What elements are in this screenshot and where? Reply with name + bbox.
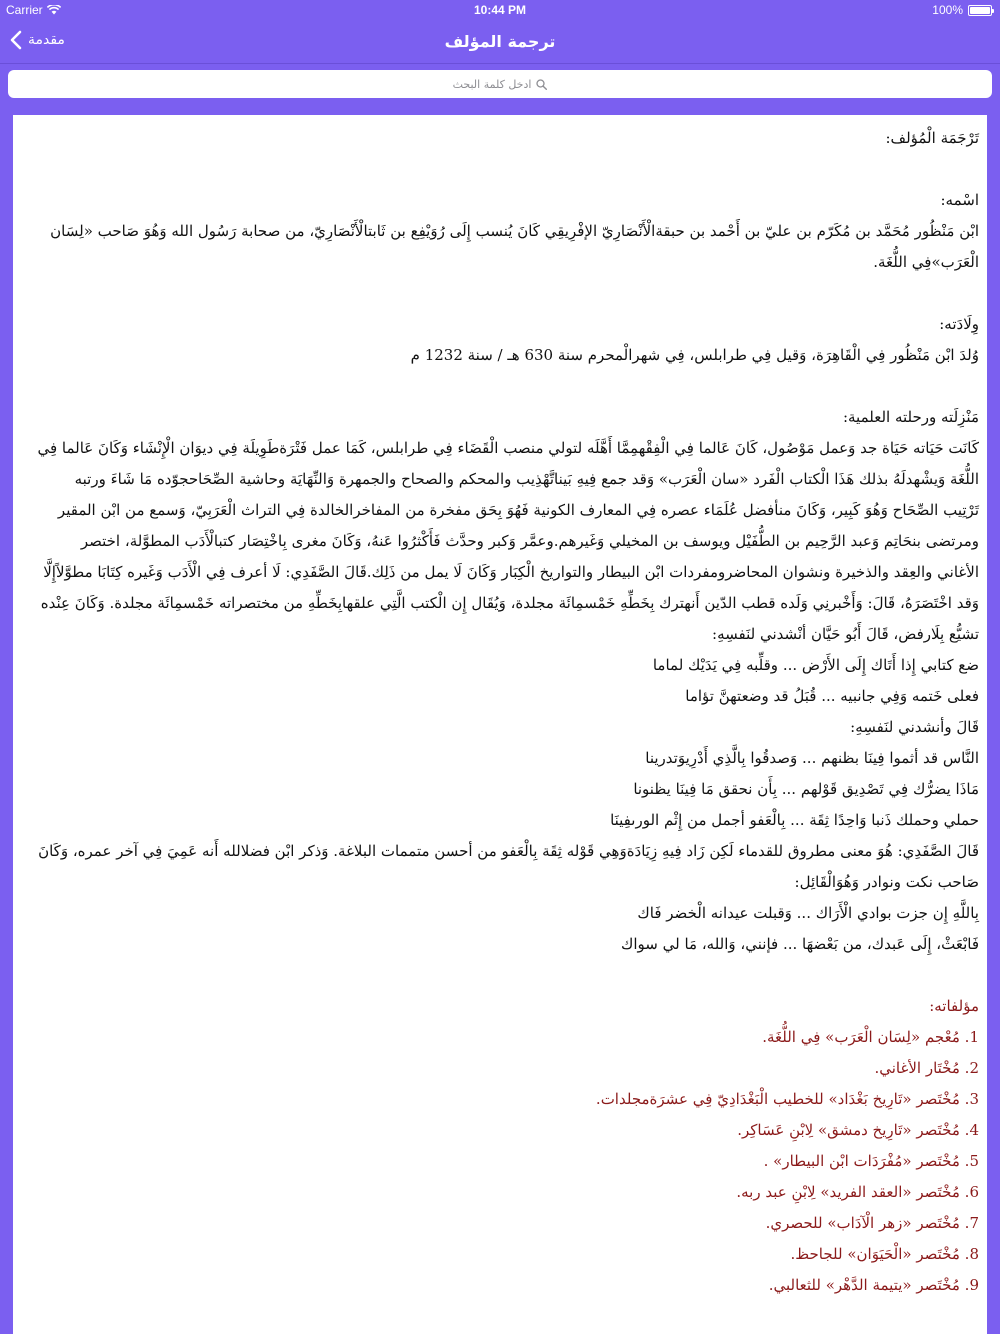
poem-line: فَابْعَثْ، إِلَى عَبدك، من بَعْضهَا ... فإنني، وَالله، مَا لي سواك	[620, 935, 979, 953]
rank-label: مَنْزِلَته ورحلته العلمية:	[842, 408, 979, 426]
navigation-bar	[0, 20, 1000, 64]
list-item: 7. مُخْتَصر «زهر الْآدَاب» للحصري.	[765, 1214, 979, 1232]
nav-divider	[0, 63, 1000, 64]
poem-line: ضع كتابي إِذا أَتَاك إِلَى الأَرْض ... وقلِّبه فِي يَدَيْك لماما	[652, 656, 979, 674]
works-label: مؤلفاته:	[929, 997, 979, 1015]
list-item: 1. مُعْجم «لِسَان الْعَرَب» فِي اللُّغَة.	[762, 1028, 979, 1046]
clock: 10:44 PM	[473, 3, 527, 17]
battery-icon	[968, 5, 992, 16]
search-placeholder: ادخل كلمة البحث	[452, 77, 532, 91]
search-icon	[536, 79, 547, 90]
poem-line: النَّاس قد أثموا فِينَا بظنهم ... وَصدقُوا بِالَّذِي أَدْرِيوَتدرينا	[645, 749, 979, 767]
name-label: اسْمه:	[940, 191, 979, 209]
list-item: 3. مُخْتَصر «تَارِيخ بَغْدَاد» للخطيب الْبَغْدَادِيّ فِي عشرَةمجلدات.	[595, 1090, 979, 1108]
list-item: 8. مُخْتَصر «الْحَيَوَان» للجاحظ.	[790, 1245, 979, 1263]
status-bar	[0, 0, 1000, 20]
carrier-label: Carrier	[6, 3, 43, 17]
list-item: 6. مُخْتَصر «العقد الفريد» لِابْنِ عبد ربه.	[736, 1183, 979, 1201]
safadi-paragraph: قَالَ الصَّفَدِي: هُوَ معنى مطروق للقدماء لَكِن زَاد فِيهِ زِيَادَةوَهِي قَوْله ثِقَة بِالْعَفو من أحسن متممات البلاغة. وَذكر ابْن فضلالله أَنه عَمِيَ فِي آخر عمره، وَكَانَ صَاحب نكت ونوادر وَهُوَالْقَائِل:	[38, 842, 979, 891]
birth-paragraph: وُلدَ ابْن مَنْظُور فِي الْقَاهِرَة، وَقيل فِي طرابلس، فِي شهرالْمحرم سنة 630 هـ / سنة 1232 م	[410, 346, 979, 364]
poem-line: مَاذَا يضرُّك فِي تَصْدِيق قَوْلهم ... بِأَن نحقق مَا فِينَا يظنونا	[633, 780, 979, 798]
name-paragraph: ابْن مَنْظُور مُحَمَّد بن مُكَرّم بن عليّ بن أَحْمد بن حبقةالْأَنْصَارِيّ الإفْرِيقِي كَانَ يُنسب إِلَى رُوَيْفِع بن ثَابتالْأَنْصَارِيّ، من صحابة رَسُول الله وَهُوَ صَاحب «لِسَان الْعَرَب»فِي اللُّغَة.	[50, 222, 979, 271]
list-item: 5. مُخْتَصر «مُفْرَدَات ابْن البيطار» .	[763, 1152, 979, 1170]
rank-paragraph: كَانَت حَيَاته حَيَاة جد وَعمل مَوْصُول، كَانَ عَالما فِي الْفِقْهمِمَّا أَهَّلَه لتولي منصب الْقَضَاء فِي طرابلس، كَمَا عمل فَتْرَةطَوِيلَة فِي ديوَان الْإِنْشَاء وَكَانَ عَالما فِي اللُّغَة وَيشْهدلَهُ بذلك هَذَا الْكتاب الْفَرد «سان الْعَرَب» وَقد جمع فِيهِ بَيناتَّهْذِيب والمحكم والصحاح والجمهرة وَالنِّهَايَة وحاشية الصِّحَاحجوّده مَا شَاءَ ورتبه تَرْتِيب الصِّحَاح وَهُوَ كَبِير، وَكَانَ منأفضل عُلَمَاء عصره فِي المعارف الكونية فَهُوَ بِحَق مفخرة من المفاخرالخالدة فِي التراث الْعَرَبِيّ، وَسمع من ابْن المقير ومرتضى بنحَاتِم وَعبد الرَّحِيم بن الطُّفَيْل ويوسف بن المخيلي وَغَيرهم.وعمَّر وَكبر وحدَّث فَأَكْثرُوا عَنهُ، وَكَانَ مغرى بِاخْتِصَار كتبالْأَدَب المطوَّلة، اختصر الأغاني والعِقد والذخيرة ونشوان المحاضرومفردات ابْن البيطار والتواريخ الْكِبَار وَكَانَ لَا يمل من ذَلِك.قَالَ الصَّفَدِي: لَا أعرف فِي الْأَدَب وَغَيره كِتَابَا مطوَّلاًإِلَّا وَقد اخْتَصَرَهُ، قَالَ: وَأَخْبرنِي وَلَده قطب الدّين أَنهترك بِخَطِّهِ خَمْسمِائَة مجلدة، وَيُقَال إِن الْكتب الَّتِي علقهابِخَطِّهِ من مختصراته خَمْسمِائَة مجلدة. وَكَانَ عِنْده تشيُّع بِلَارفض، قَالَ أَبُو حَيَّان أنْشدني لنَفسِهِ:	[37, 439, 979, 643]
poem-line: بِاللَّهِ إِن جزت بوادي الْأَرَاك ... وَقبلت عيدانه الْخضر فَاك	[637, 904, 979, 922]
page-title: ترجمة المؤلف	[444, 32, 556, 51]
poem-line: فعلى خَتمه وَفِي جانبيه ... قُبَلُ قد وضعتهنَّ تؤاما	[685, 687, 979, 705]
list-item: 4. مُخْتَصر «تَارِيخ دمشق» لِابْنِ عَسَاكِر.	[737, 1121, 979, 1139]
poem-line: حملي وحملك ذَنبا وَاحِدًا ثِقَة ... بِالْعَفو أجمل من إِثْم الورىفِينَا	[610, 811, 979, 829]
works-list	[35, 1022, 979, 1301]
list-item: 2. مُخْتَار الأغاني.	[874, 1059, 979, 1077]
battery-percent: 100%	[932, 3, 963, 17]
content-panel[interactable]	[13, 115, 987, 1334]
poem-intro: قَالَ وأنشدني لنَفسِهِ:	[850, 718, 979, 736]
search-input[interactable]	[8, 70, 992, 98]
birth-label: وِلَادَته:	[939, 315, 979, 333]
back-label: مقدمة	[28, 32, 65, 48]
article-text	[13, 115, 987, 1301]
list-item: 9. مُخْتَصر «يتيمة الدَّهْر» للثعالبي.	[768, 1276, 979, 1294]
battery-indicator	[932, 3, 992, 17]
article-heading: تَرْجَمَة الْمُؤلف:	[885, 129, 979, 147]
